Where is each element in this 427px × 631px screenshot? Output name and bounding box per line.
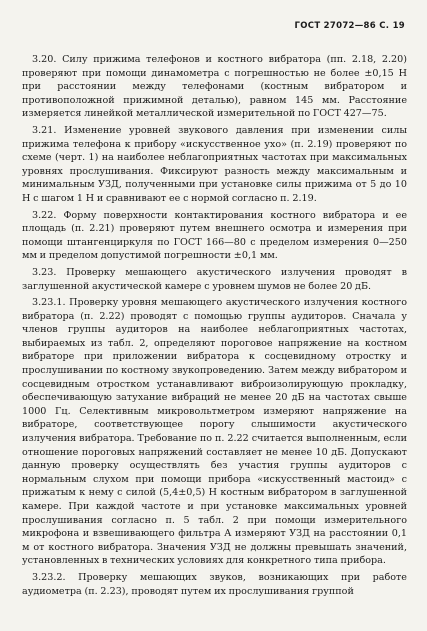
paragraph-3-23-1: 3.23.1. Проверку уровня мешающего акустического излучения костного вибратора (п. 2.22) проводят с помощью группы аудиторов. Сначала у членов группы аудиторов на наиболее неблагоприятных частотах, выбираемых из табл. 2, определяют пороговое напряжение на костном вибраторе при приложении вибратора к сосцевидному отростку и прослушивании по костному звукопроведению. Затем между вибратором и сосцевидным отростком устанавливают виброизолирующую прокладку, обеспечивающую затухание вибраций не менее 20 дБ на частотах свыше 1000 Гц. Селективным микровольтметром измеряют напряжение на вибраторе, соответствующее порогу слышимости акустического излучения вибратора. Требование по п. 2.22 считается выполненным, если отношение пороговых напряжений составляет не менее 10 дБ. Допускают данную проверку осуществлять без участия группы аудиторов с нормальным слухом при помощи прибора «искусственный мастоид» с прижатым к нему с силой (5,4±0,5) Н костным вибратором в заглушенной камере. При каждой частоте и при установке максимальных уровней прослушивания согласно п. 5 табл. 2 при помощи измерительного микрофона и взвешивающего фильтра А измеряют УЗД на расстоянии 0,1 м от костного вибратора. Значения УЗД не должны превышать значений, установленных в технических условиях для конкретного типа прибора. (22, 297, 407, 567)
document-body (22, 53, 407, 598)
paragraph-3-23-2: 3.23.2. Проверку мешающих звуков, возникающих при работе аудиометра (п. 2.23), проводят путем их прослушивания группой (22, 571, 407, 597)
paragraph-3-21: 3.21. Изменение уровней звукового давления при изменении силы прижима телефона к прибору «искусственное ухо» (п. 2.19) проверяют по схеме (черт. 1) на наиболее неблагоприятных частотах при максимальных уровнях прослушивания. Фиксируют разность между максимальным и минимальным УЗД, полученными при установке силы прижима от 5 до 10 Н с шагом 1 Н и сравнивают ее с нормой согласно п. 2.19. (22, 124, 407, 204)
paragraph-3-23: 3.23. Проверку мешающего акустического излучения проводят в заглушенной акустической камере с уровнем шумов не более 20 дБ. (22, 266, 407, 292)
page-header: ГОСТ 27072—86 С. 19 (294, 21, 405, 31)
paragraph-3-20: 3.20. Силу прижима телефонов и костного вибратора (пп. 2.18, 2.20) проверяют при помощи динамометра с погрешностью не более ±0,15 Н при расстоянии между телефонами (костным вибратором и противоположной прижимной деталью), равном 145 мм. Расстояние измеряется линейкой металлической измерительной по ГОСТ 427—75. (22, 54, 407, 120)
paragraph-3-22: 3.22. Форму поверхности контактирования костного вибратора и ее площадь (п. 2.21) проверяют путем внешнего осмотра и измерения при помощи штангенциркуля по ГОСТ 166—80 с пределом измерения 0—250 мм и пределом допустимой погрешности ±0,1 мм. (22, 209, 407, 262)
